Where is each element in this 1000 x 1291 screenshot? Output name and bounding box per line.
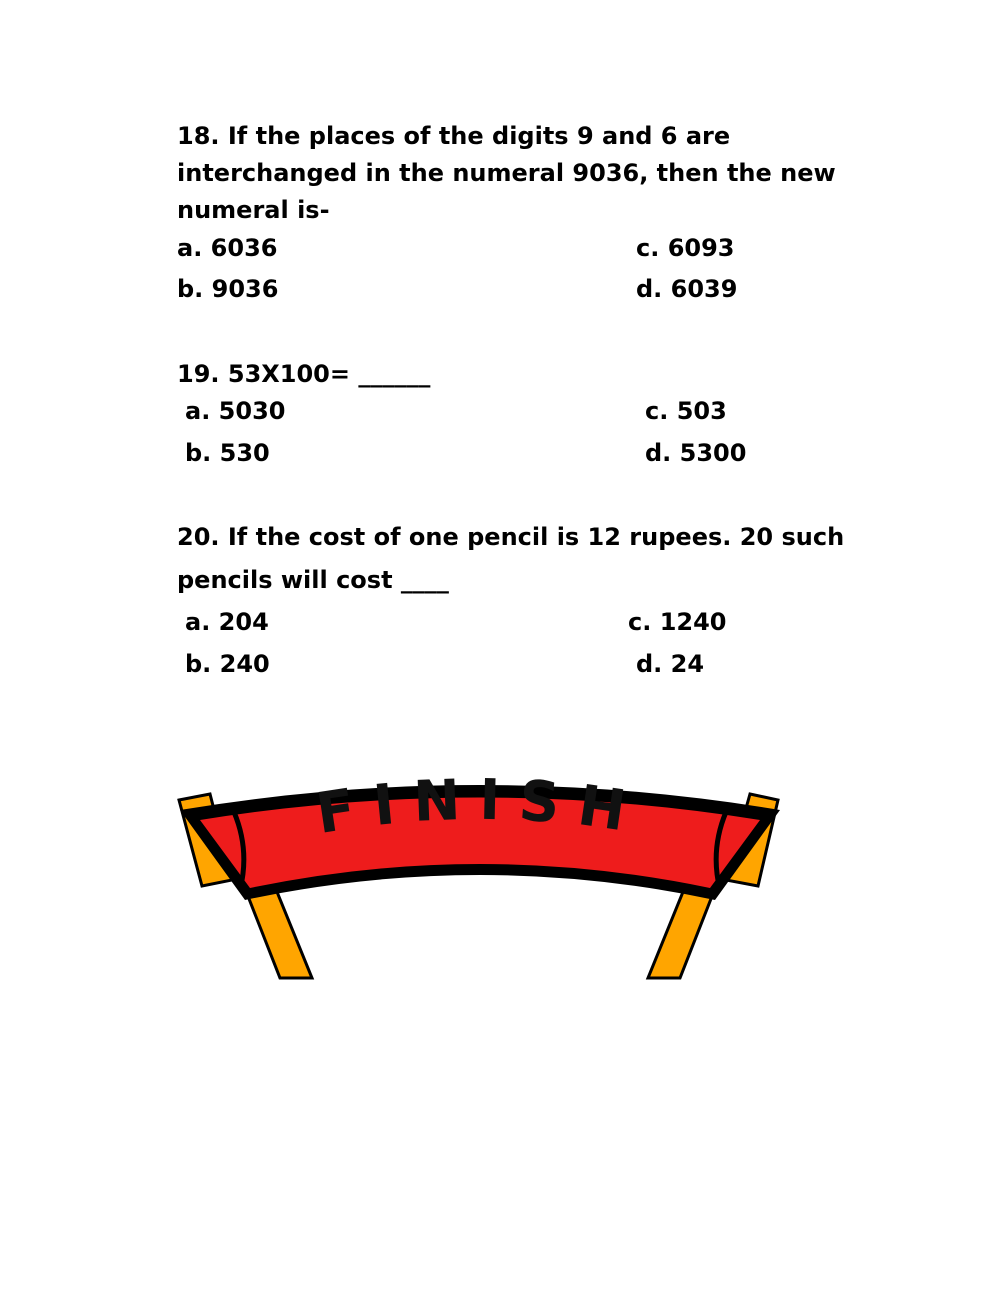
question-19-option-d[interactable]: d. 5300 [645,439,747,467]
question-20-line-1: 20. If the cost of one pencil is 12 rupees. 20 such [177,523,845,551]
question-18-line-3: numeral is- [177,196,330,224]
finish-banner [170,770,790,990]
question-20-line-2: pencils will cost ____ [177,566,449,594]
question-20-option-a[interactable]: a. 204 [185,608,269,636]
question-18-line-1: 18. If the places of the digits 9 and 6 are [177,122,731,150]
question-20-option-c[interactable]: c. 1240 [628,608,727,636]
question-20-option-d[interactable]: d. 24 [636,650,705,678]
question-20-option-b[interactable]: b. 240 [185,650,270,678]
question-19-option-a[interactable]: a. 5030 [185,397,286,425]
question-18-line-2: interchanged in the numeral 9036, then the new [177,159,836,187]
question-19-line-1: 19. 53X100= ______ [177,360,431,388]
question-18-option-c[interactable]: c. 6093 [636,234,735,262]
question-18-option-b[interactable]: b. 9036 [177,275,279,303]
question-18-option-d[interactable]: d. 6039 [636,275,738,303]
question-18-option-a[interactable]: a. 6036 [177,234,278,262]
finish-text: FINISH [312,770,648,848]
question-19-option-b[interactable]: b. 530 [185,439,270,467]
question-19-option-c[interactable]: c. 503 [645,397,727,425]
